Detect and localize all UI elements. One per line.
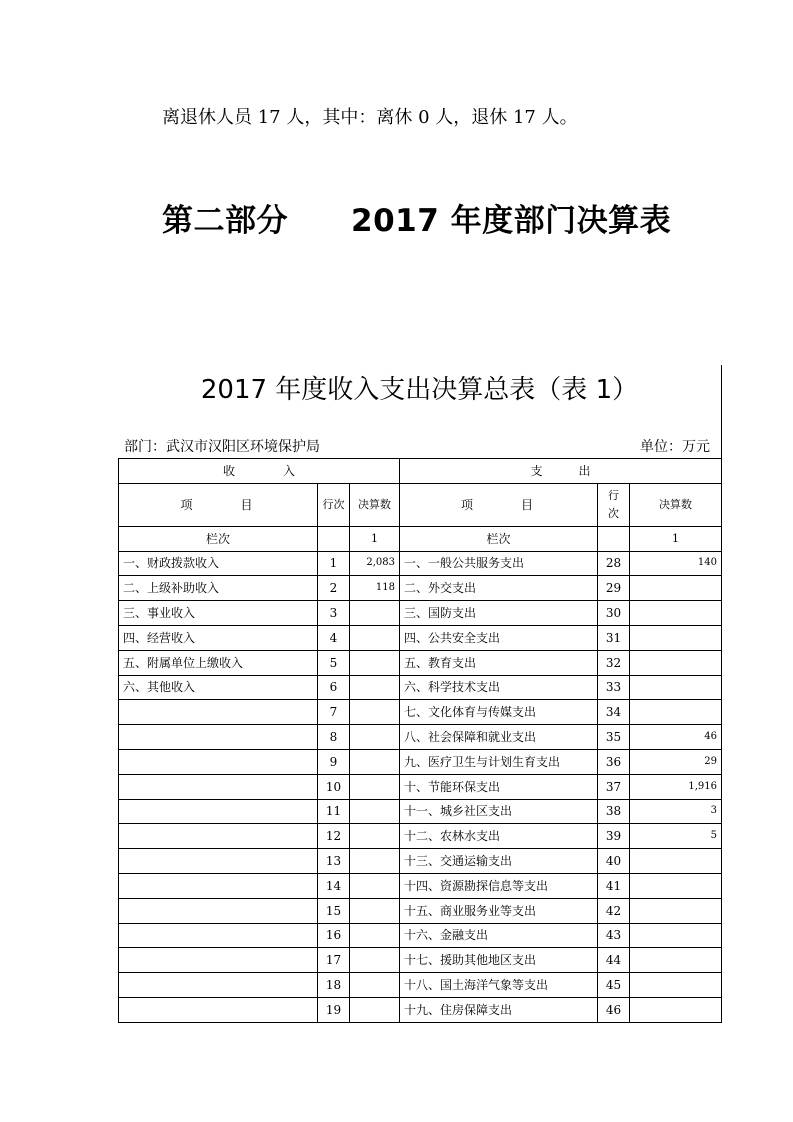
income-item-cell: [119, 749, 318, 774]
income-item-cell: [119, 849, 318, 874]
income-item-cell: [119, 725, 318, 750]
table-row: [119, 700, 722, 725]
expense-row-no-cell: 32: [598, 650, 630, 675]
expense-row-no-cell: 42: [598, 898, 630, 923]
income-item-cell: [119, 948, 318, 973]
income-row-no-cell: 16: [318, 923, 350, 948]
table-row: [119, 774, 722, 799]
expense-amount-cell: [630, 948, 722, 973]
income-amount-cell: [350, 824, 400, 849]
expense-col-label: 栏次: [400, 526, 598, 551]
expense-row-no-cell: 36: [598, 749, 630, 774]
income-amount-cell: [350, 873, 400, 898]
table-row: [119, 973, 722, 998]
table-row: [119, 873, 722, 898]
expense-amount-cell: 140: [630, 551, 722, 576]
unit-label: 单位：万元: [640, 439, 710, 455]
right-border-line: [721, 365, 722, 460]
income-amount-cell: [350, 725, 400, 750]
income-amount-cell: [350, 601, 400, 626]
header-row-groups: [119, 459, 722, 484]
income-amount-cell: [350, 774, 400, 799]
income-row-no-header: 行次: [318, 483, 350, 526]
income-col-blank: [318, 526, 350, 551]
income-amount-cell: [350, 675, 400, 700]
expense-row-no-cell: 43: [598, 923, 630, 948]
expense-amount-cell: [630, 675, 722, 700]
income-item-cell: 六、其他收入: [119, 675, 318, 700]
income-item-cell: 一、财政拨款收入: [119, 551, 318, 576]
income-row-no-cell: 11: [318, 799, 350, 824]
header-row-columns: [119, 483, 722, 526]
income-row-no-cell: 6: [318, 675, 350, 700]
income-row-no-cell: 17: [318, 948, 350, 973]
income-row-no-cell: 18: [318, 973, 350, 998]
expense-amount-cell: [630, 973, 722, 998]
expense-row-no-cell: 33: [598, 675, 630, 700]
expense-row-no-cell: 39: [598, 824, 630, 849]
expense-item-cell: 十六、金融支出: [400, 923, 598, 948]
expense-item-cell: 十二、农林水支出: [400, 824, 598, 849]
income-item-cell: [119, 873, 318, 898]
expense-item-cell: 八、社会保障和就业支出: [400, 725, 598, 750]
expense-item-cell: 五、教育支出: [400, 650, 598, 675]
expense-amount-cell: [630, 997, 722, 1022]
expense-item-header: 项 目: [400, 483, 598, 526]
table-row: [119, 849, 722, 874]
expense-row-no-cell: 45: [598, 973, 630, 998]
expense-item-cell: 十、节能环保支出: [400, 774, 598, 799]
column-index-row: [119, 526, 722, 551]
income-row-no-cell: 19: [318, 997, 350, 1022]
income-amount-cell: [350, 948, 400, 973]
expense-row-no-cell: 28: [598, 551, 630, 576]
table-row: [119, 923, 722, 948]
income-expense-table: [118, 458, 722, 1023]
expense-amount-cell: [630, 625, 722, 650]
expense-item-cell: 十九、住房保障支出: [400, 997, 598, 1022]
expense-amount-cell: [630, 700, 722, 725]
income-item-cell: 三、事业收入: [119, 601, 318, 626]
table-row: [119, 725, 722, 750]
expense-amount-cell: 46: [630, 725, 722, 750]
income-amount-cell: [350, 973, 400, 998]
expense-row-no-cell: 30: [598, 601, 630, 626]
expense-amount-cell: 5: [630, 824, 722, 849]
expense-row-no-header: 行次: [598, 483, 630, 526]
intro-text: 离退休人员 17 人，其中：离休 0 人，退休 17 人。: [162, 107, 578, 128]
income-item-cell: 四、经营收入: [119, 625, 318, 650]
income-item-cell: [119, 973, 318, 998]
income-row-no-cell: 12: [318, 824, 350, 849]
section-title: 第二部分 2017 年度部门决算表: [162, 203, 672, 239]
income-row-no-cell: 1: [318, 551, 350, 576]
expense-row-no-cell: 37: [598, 774, 630, 799]
income-item-cell: [119, 774, 318, 799]
table-row: [119, 625, 722, 650]
expense-row-no-cell: 41: [598, 873, 630, 898]
expense-amount-cell: [630, 873, 722, 898]
income-amount-cell: [350, 749, 400, 774]
income-col-no: 1: [350, 526, 400, 551]
expense-item-cell: 七、文化体育与传媒支出: [400, 700, 598, 725]
expense-amount-cell: [630, 923, 722, 948]
expense-item-cell: 十一、城乡社区支出: [400, 799, 598, 824]
expense-item-cell: 四、公共安全支出: [400, 625, 598, 650]
expense-item-cell: 九、医疗卫生与计划生育支出: [400, 749, 598, 774]
expense-amount-header: 决算数: [630, 483, 722, 526]
income-amount-cell: [350, 650, 400, 675]
income-item-cell: 二、上级补助收入: [119, 576, 318, 601]
table-row: [119, 997, 722, 1022]
expense-amount-cell: [630, 601, 722, 626]
expense-col-blank: [598, 526, 630, 551]
expense-col-no: 1: [630, 526, 722, 551]
expense-amount-cell: [630, 576, 722, 601]
income-row-no-cell: 13: [318, 849, 350, 874]
income-item-cell: [119, 898, 318, 923]
income-row-no-cell: 14: [318, 873, 350, 898]
expense-row-no-cell: 35: [598, 725, 630, 750]
expense-row-no-cell: 44: [598, 948, 630, 973]
table-row: [119, 948, 722, 973]
income-col-label: 栏次: [119, 526, 318, 551]
income-row-no-cell: 9: [318, 749, 350, 774]
expense-row-no-cell: 40: [598, 849, 630, 874]
expense-amount-cell: [630, 650, 722, 675]
income-row-no-cell: 8: [318, 725, 350, 750]
income-amount-cell: [350, 799, 400, 824]
table-row: [119, 601, 722, 626]
expense-item-cell: 一、一般公共服务支出: [400, 551, 598, 576]
expense-item-cell: 十七、援助其他地区支出: [400, 948, 598, 973]
table-row: [119, 824, 722, 849]
income-group-header: 收 入: [119, 459, 400, 484]
expense-amount-cell: 1,916: [630, 774, 722, 799]
income-amount-cell: 2,083: [350, 551, 400, 576]
income-item-cell: [119, 700, 318, 725]
table-row: [119, 675, 722, 700]
expense-row-no-cell: 31: [598, 625, 630, 650]
expense-item-cell: 十三、交通运输支出: [400, 849, 598, 874]
expense-item-cell: 六、科学技术支出: [400, 675, 598, 700]
table-row: [119, 551, 722, 576]
income-amount-cell: [350, 700, 400, 725]
expense-item-cell: 十八、国土海洋气象等支出: [400, 973, 598, 998]
income-amount-header: 决算数: [350, 483, 400, 526]
income-amount-cell: [350, 898, 400, 923]
expense-amount-cell: [630, 898, 722, 923]
income-item-cell: [119, 997, 318, 1022]
income-amount-cell: [350, 849, 400, 874]
department-label: 部门：武汉市汉阳区环境保护局: [124, 439, 320, 455]
income-row-no-cell: 4: [318, 625, 350, 650]
expense-amount-cell: 3: [630, 799, 722, 824]
expense-amount-cell: 29: [630, 749, 722, 774]
income-item-cell: 五、附属单位上缴收入: [119, 650, 318, 675]
table-title: 2017 年度收入支出决算总表（表 1）: [200, 375, 639, 405]
income-row-no-cell: 15: [318, 898, 350, 923]
income-item-cell: [119, 824, 318, 849]
income-row-no-cell: 7: [318, 700, 350, 725]
income-item-cell: [119, 799, 318, 824]
income-row-no-cell: 2: [318, 576, 350, 601]
income-row-no-cell: 10: [318, 774, 350, 799]
income-amount-cell: [350, 923, 400, 948]
expense-item-cell: 二、外交支出: [400, 576, 598, 601]
income-item-cell: [119, 923, 318, 948]
income-amount-cell: [350, 625, 400, 650]
table-row: [119, 898, 722, 923]
income-amount-cell: 118: [350, 576, 400, 601]
table-row: [119, 650, 722, 675]
expense-row-no-cell: 46: [598, 997, 630, 1022]
expense-row-no-cell: 29: [598, 576, 630, 601]
expense-row-no-cell: 34: [598, 700, 630, 725]
table-row: [119, 799, 722, 824]
income-row-no-cell: 3: [318, 601, 350, 626]
expense-group-header: 支 出: [400, 459, 722, 484]
table-row: [119, 576, 722, 601]
expense-item-cell: 十五、商业服务业等支出: [400, 898, 598, 923]
expense-item-cell: 十四、资源勘探信息等支出: [400, 873, 598, 898]
income-amount-cell: [350, 997, 400, 1022]
income-item-header: 项 目: [119, 483, 318, 526]
income-row-no-cell: 5: [318, 650, 350, 675]
expense-amount-cell: [630, 849, 722, 874]
table-row: [119, 749, 722, 774]
expense-row-no-cell: 38: [598, 799, 630, 824]
expense-item-cell: 三、国防支出: [400, 601, 598, 626]
